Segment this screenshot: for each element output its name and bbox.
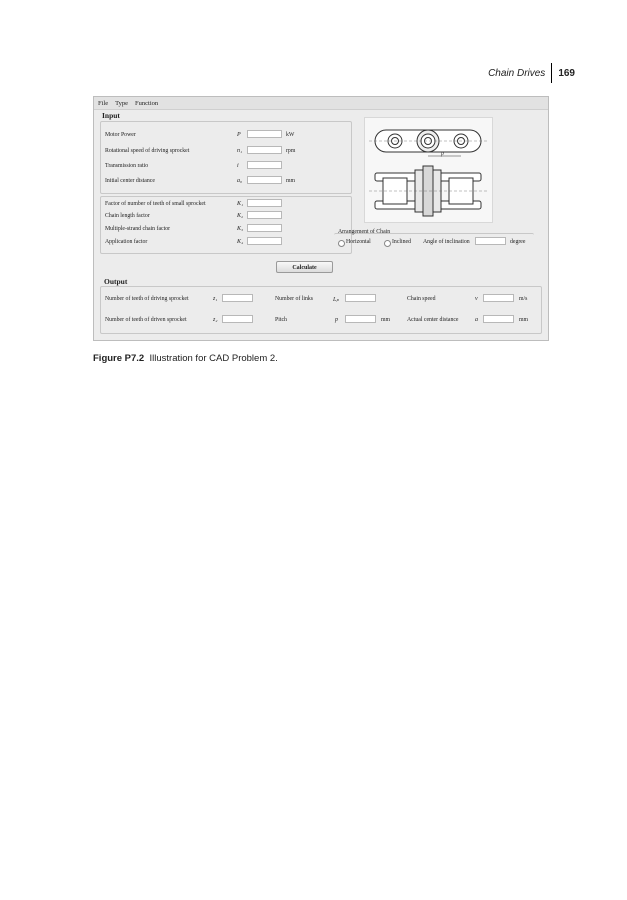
rotational-speed-label: Rotational speed of driving sprocket bbox=[105, 148, 190, 154]
figure-caption bbox=[93, 353, 278, 364]
input-section-title: Input bbox=[102, 111, 120, 120]
factor-k4-label: Application factor bbox=[105, 239, 148, 245]
chain-speed-symbol: v bbox=[475, 296, 478, 302]
header-divider bbox=[551, 63, 552, 83]
input-group-factors bbox=[100, 196, 352, 254]
motor-power-symbol: P bbox=[237, 132, 241, 138]
factor-k2-symbol: K₂ bbox=[237, 213, 244, 219]
horizontal-label: Horizontal bbox=[346, 239, 371, 245]
radio-horizontal[interactable] bbox=[338, 240, 345, 247]
figure-caption-text: Illustration for CAD Problem 2. bbox=[149, 353, 278, 364]
factor-k1-label: Factor of number of teeth of small sprocket bbox=[105, 201, 206, 207]
chain-illustration bbox=[364, 117, 493, 223]
motor-power-label: Motor Power bbox=[105, 132, 136, 138]
rotational-speed-symbol: n₁ bbox=[237, 148, 243, 154]
chain-speed-label: Chain speed bbox=[407, 296, 436, 302]
menu-type[interactable]: Type bbox=[115, 99, 129, 107]
factor-k3-label: Multiple-strand chain factor bbox=[105, 226, 171, 232]
factor-k4-input[interactable] bbox=[247, 237, 282, 245]
initial-center-distance-label: Initial center distance bbox=[105, 178, 155, 184]
driven-teeth-symbol: z₂ bbox=[213, 317, 218, 323]
output-section-title: Output bbox=[104, 277, 128, 286]
initial-center-distance-input[interactable] bbox=[247, 176, 282, 184]
actual-center-distance-unit: mm bbox=[519, 317, 529, 323]
angle-unit: degree bbox=[510, 239, 526, 245]
calculate-button[interactable]: Calculate bbox=[276, 261, 333, 273]
factor-k1-input[interactable] bbox=[247, 199, 282, 207]
menu-bar bbox=[94, 97, 548, 110]
actual-center-distance-output[interactable] bbox=[483, 315, 514, 323]
factor-k4-symbol: K₄ bbox=[237, 239, 244, 245]
figure-number: Figure P7.2 bbox=[93, 353, 145, 364]
arrangement-title: Arrangement of Chain bbox=[338, 229, 391, 235]
factor-k1-symbol: K₁ bbox=[237, 201, 244, 207]
actual-center-distance-label: Actual center distance bbox=[407, 317, 459, 323]
factor-k2-label: Chain length factor bbox=[105, 213, 150, 219]
transmission-ratio-symbol: i bbox=[237, 163, 239, 169]
transmission-ratio-input[interactable] bbox=[247, 161, 282, 169]
number-of-links-symbol: Lₚ bbox=[333, 297, 339, 303]
menu-file[interactable]: File bbox=[98, 99, 109, 107]
number-of-links-output[interactable] bbox=[345, 294, 376, 302]
input-group-basic bbox=[100, 121, 352, 194]
motor-power-unit: kW bbox=[286, 132, 295, 138]
driving-teeth-label: Number of teeth of driving sprocket bbox=[105, 296, 189, 302]
chain-speed-output[interactable] bbox=[483, 294, 514, 302]
chain-drive-app-window bbox=[93, 96, 549, 341]
factor-k2-input[interactable] bbox=[247, 211, 282, 219]
angle-input[interactable] bbox=[475, 237, 506, 245]
roller-chain-drawing bbox=[365, 118, 492, 222]
chain-speed-unit: m/s bbox=[519, 296, 528, 302]
pitch-output-label: Pitch bbox=[275, 317, 287, 323]
transmission-ratio-label: Transmission ratio bbox=[105, 163, 149, 169]
factor-k3-symbol: K₃ bbox=[237, 226, 244, 232]
menu-function[interactable]: Function bbox=[135, 99, 159, 107]
rotational-speed-unit: rpm bbox=[286, 148, 296, 154]
page-number: 169 bbox=[558, 67, 575, 79]
output-group bbox=[100, 286, 542, 334]
inclined-label: Inclined bbox=[392, 239, 411, 245]
driven-teeth-label: Number of teeth of driven sprocket bbox=[105, 317, 187, 323]
initial-center-distance-unit: mm bbox=[286, 178, 296, 184]
driven-teeth-output[interactable] bbox=[222, 315, 253, 323]
angle-label: Angle of inclination bbox=[423, 239, 470, 245]
pitch-output[interactable] bbox=[345, 315, 376, 323]
actual-center-distance-symbol: a bbox=[475, 317, 478, 323]
factor-k3-input[interactable] bbox=[247, 224, 282, 232]
pitch-output-symbol: p bbox=[335, 317, 338, 323]
number-of-links-label: Number of links bbox=[275, 296, 313, 302]
motor-power-input[interactable] bbox=[247, 130, 282, 138]
driving-teeth-symbol: z₁ bbox=[213, 296, 218, 302]
radio-inclined[interactable] bbox=[384, 240, 391, 247]
running-head: Chain Drives bbox=[488, 67, 546, 79]
rotational-speed-input[interactable] bbox=[247, 146, 282, 154]
pitch-label: p bbox=[441, 151, 444, 157]
pitch-unit: mm bbox=[381, 317, 391, 323]
initial-center-distance-symbol: a₀ bbox=[237, 178, 243, 184]
driving-teeth-output[interactable] bbox=[222, 294, 253, 302]
page-header bbox=[488, 64, 575, 82]
